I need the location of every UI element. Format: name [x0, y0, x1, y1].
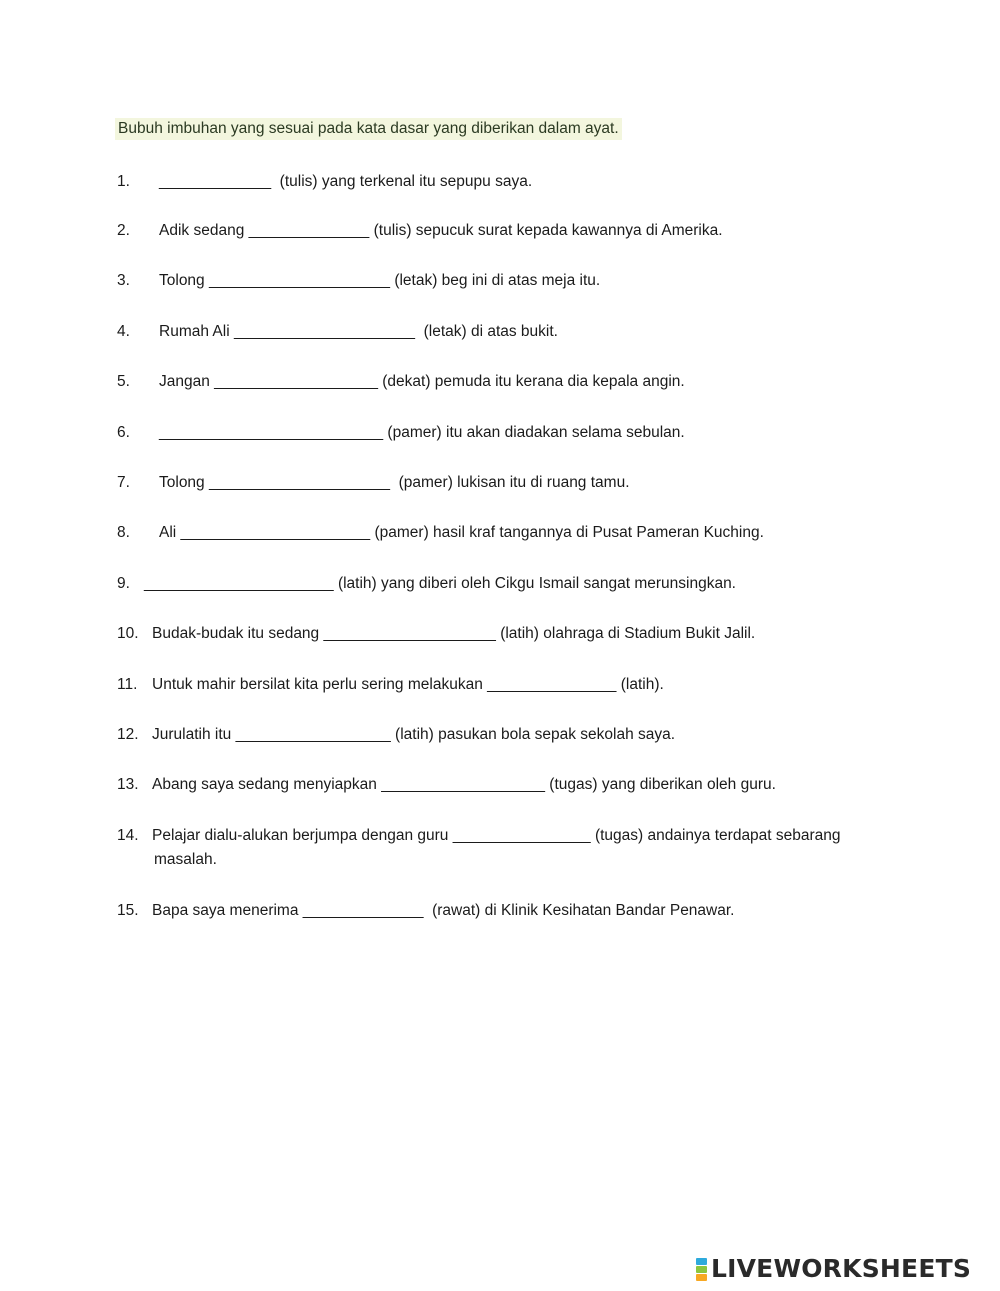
question-number: 7.: [117, 474, 130, 491]
question-text: Jurulatih itu __________________ (latih) pasukan bola sepak sekolah saya.: [152, 726, 676, 743]
question-text: _____________ (tulis) yang terkenal itu sepupu saya.: [159, 173, 533, 190]
question-12: [117, 723, 675, 747]
question-number: 2.: [117, 222, 130, 239]
logo-block-v: [696, 1274, 707, 1281]
question-number: 9.: [117, 575, 130, 592]
logo-blocks-icon: [696, 1258, 707, 1281]
instruction-text: Bubuh imbuhan yang sesuai pada kata dasar yang diberikan dalam ayat.: [115, 118, 622, 140]
question-number: 13.: [117, 776, 139, 793]
question-number: 1.: [117, 173, 130, 190]
question-text: ______________________ (latih) yang diberi oleh Cikgu Ismail sangat merunsingkan.: [144, 575, 736, 592]
question-text-continuation: masalah.: [154, 851, 217, 868]
question-text: Tolong _____________________ (letak) beg ini di atas meja itu.: [159, 272, 601, 289]
question-14: [117, 824, 841, 872]
question-11: [117, 673, 664, 697]
logo-block-i: [696, 1266, 707, 1273]
question-text: Abang saya sedang menyiapkan ___________________ (tugas) yang diberikan oleh guru.: [152, 776, 776, 793]
question-1: [117, 170, 532, 194]
question-8: [117, 521, 764, 545]
question-text: Jangan ___________________ (dekat) pemuda itu kerana dia kepala angin.: [159, 373, 685, 390]
question-number: 4.: [117, 323, 130, 340]
question-number: 6.: [117, 424, 130, 441]
question-number: 12.: [117, 726, 139, 743]
question-number: 3.: [117, 272, 130, 289]
logo-text: LIVEWORKSHEETS: [711, 1254, 972, 1283]
question-text: Tolong _____________________ (pamer) lukisan itu di ruang tamu.: [159, 474, 630, 491]
question-4: [117, 320, 558, 344]
question-number: 14.: [117, 827, 139, 844]
question-text: Pelajar dialu-alukan berjumpa dengan guru ________________ (tugas) andainya terdapat sebarang: [152, 827, 841, 844]
question-text: Rumah Ali _____________________ (letak) di atas bukit.: [159, 323, 558, 340]
question-10: [117, 622, 755, 646]
question-6: [117, 421, 685, 445]
question-number: 5.: [117, 373, 130, 390]
question-number: 11.: [117, 676, 138, 693]
question-2: [117, 219, 723, 243]
logo-block-l: [696, 1258, 707, 1265]
question-9: [117, 572, 736, 596]
question-text: Ali ______________________ (pamer) hasil kraf tangannya di Pusat Pameran Kuching.: [159, 524, 764, 541]
question-3: [117, 269, 600, 293]
question-text: Budak-budak itu sedang ____________________ (latih) olahraga di Stadium Bukit Jalil.: [152, 625, 756, 642]
liveworksheets-logo: [696, 1254, 971, 1284]
question-7: [117, 471, 630, 495]
question-text: Adik sedang ______________ (tulis) sepucuk surat kepada kawannya di Amerika.: [159, 222, 723, 239]
question-text: Bapa saya menerima ______________ (rawat) di Klinik Kesihatan Bandar Penawar.: [152, 902, 735, 919]
question-13: [117, 773, 776, 797]
question-15: [117, 899, 734, 923]
question-text: __________________________ (pamer) itu akan diadakan selama sebulan.: [159, 424, 685, 441]
question-text: Untuk mahir bersilat kita perlu sering melakukan _______________ (latih).: [152, 676, 664, 693]
question-number: 10.: [117, 625, 139, 642]
question-number: 8.: [117, 524, 130, 541]
question-number: 15.: [117, 902, 139, 919]
question-5: [117, 370, 685, 394]
